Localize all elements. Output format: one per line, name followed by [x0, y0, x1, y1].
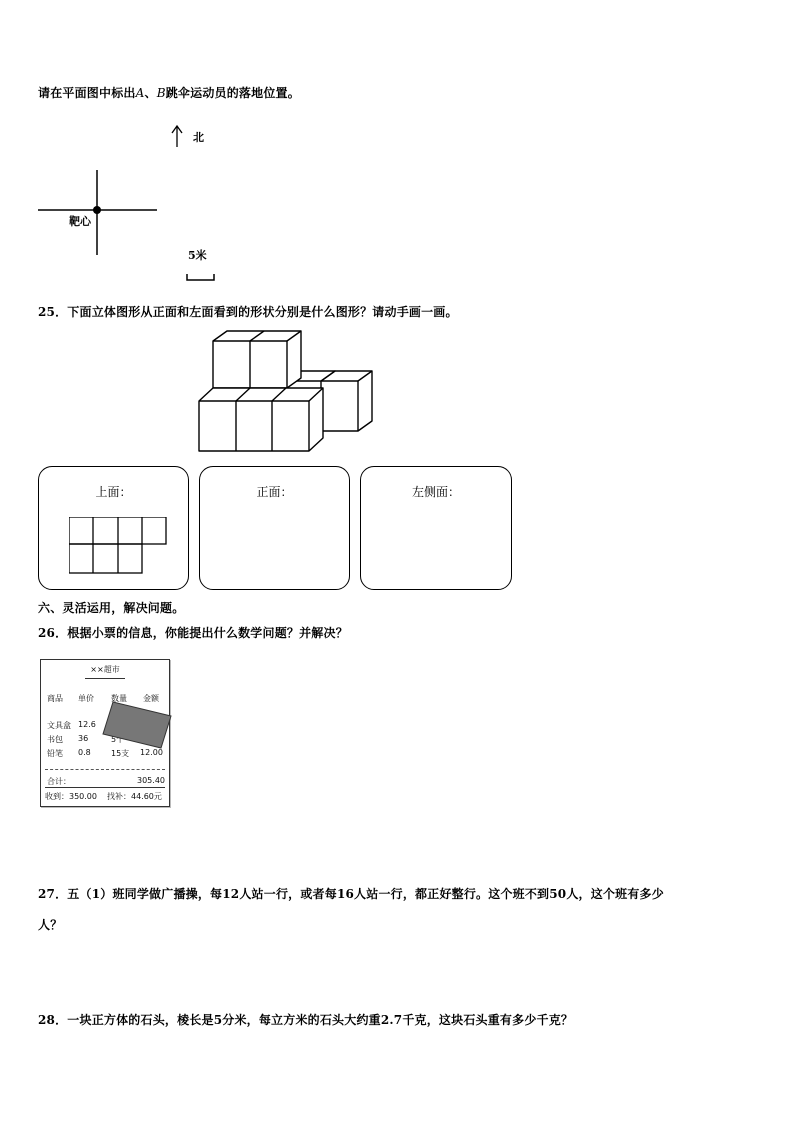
receipt-smudge-block	[99, 700, 173, 750]
top-view-grid	[69, 517, 169, 575]
receipt-row-qty: 5个	[111, 735, 125, 744]
q25-text: 25．下面立体图形从正面和左面看到的形状分别是什么图形？请动手画一画。	[38, 305, 458, 319]
receipt	[40, 659, 170, 807]
receipt-row-item: 书包	[47, 735, 63, 744]
view-box-top	[38, 466, 189, 590]
receipt-row-item: 铅笔	[47, 749, 63, 758]
q24-instruction	[38, 84, 300, 101]
cube-solid-figure	[195, 326, 380, 456]
receipt-header-item: 商品	[47, 694, 63, 703]
scale-label: 5米	[188, 249, 207, 262]
receipt-header-qty: 数量	[111, 694, 127, 703]
bullseye-dot	[93, 206, 101, 214]
section-six-title: 六、灵活运用，解决问题。	[38, 601, 185, 615]
q24-sep: 、	[144, 86, 157, 100]
receipt-row-price: 12.6	[78, 720, 96, 729]
cube-back-right	[321, 371, 372, 431]
bullseye-label: 靶心	[69, 215, 91, 228]
cube-top-layer	[213, 331, 301, 388]
view-box-left[interactable]	[360, 466, 512, 590]
receipt-header-amount: 金额	[143, 694, 159, 703]
receipt-header-price: 单价	[78, 694, 94, 703]
q27-line1: 27．五（1）班同学做广播操，每12人站一行，或者每16人站一行，都正好整行。这个班不到50人，这个班有多少	[38, 887, 664, 901]
north-label: 北	[193, 131, 204, 144]
q27-line2: 人？	[38, 918, 63, 932]
q28-text: 28．一块正方体的石头，棱长是5分米，每立方米的石头大约重2.7千克，这块石头重有多少千克？	[38, 1013, 574, 1027]
scale-bar	[187, 274, 214, 280]
receipt-divider	[45, 769, 165, 770]
receipt-change: 找补：44.60元	[107, 792, 162, 801]
q24-suffix: 跳伞运动员的落地位置。	[165, 86, 300, 100]
view-label-front: 正面：	[256, 485, 293, 499]
receipt-total-label: 合计：	[47, 777, 71, 786]
receipt-row-qty: 15支	[111, 749, 130, 758]
north-arrow-icon	[172, 126, 182, 147]
point-b: B	[156, 86, 166, 100]
q26-text: 26．根据小票的信息，你能提出什么数学问题？并解决？	[38, 626, 348, 640]
view-box-front[interactable]	[199, 466, 350, 590]
view-label-left: 左侧面：	[411, 485, 460, 499]
point-a: A	[135, 86, 145, 100]
cube-bottom-row	[199, 388, 323, 451]
receipt-total-underline	[45, 787, 165, 788]
view-label-top: 上面：	[95, 485, 132, 499]
receipt-title-underline	[85, 678, 125, 679]
receipt-total-value: 305.40	[137, 776, 165, 785]
receipt-row-price: 36	[78, 734, 89, 743]
receipt-row-amount: 12.00	[140, 748, 163, 757]
receipt-row-price: 0.8	[78, 748, 91, 757]
receipt-row-item: 文具盒	[47, 721, 71, 730]
receipt-store: ××超市	[90, 665, 120, 674]
target-map-diagram	[30, 115, 260, 290]
q24-prefix: 请在平面图中标出	[38, 86, 136, 100]
receipt-received: 收到：350.00	[45, 792, 97, 801]
